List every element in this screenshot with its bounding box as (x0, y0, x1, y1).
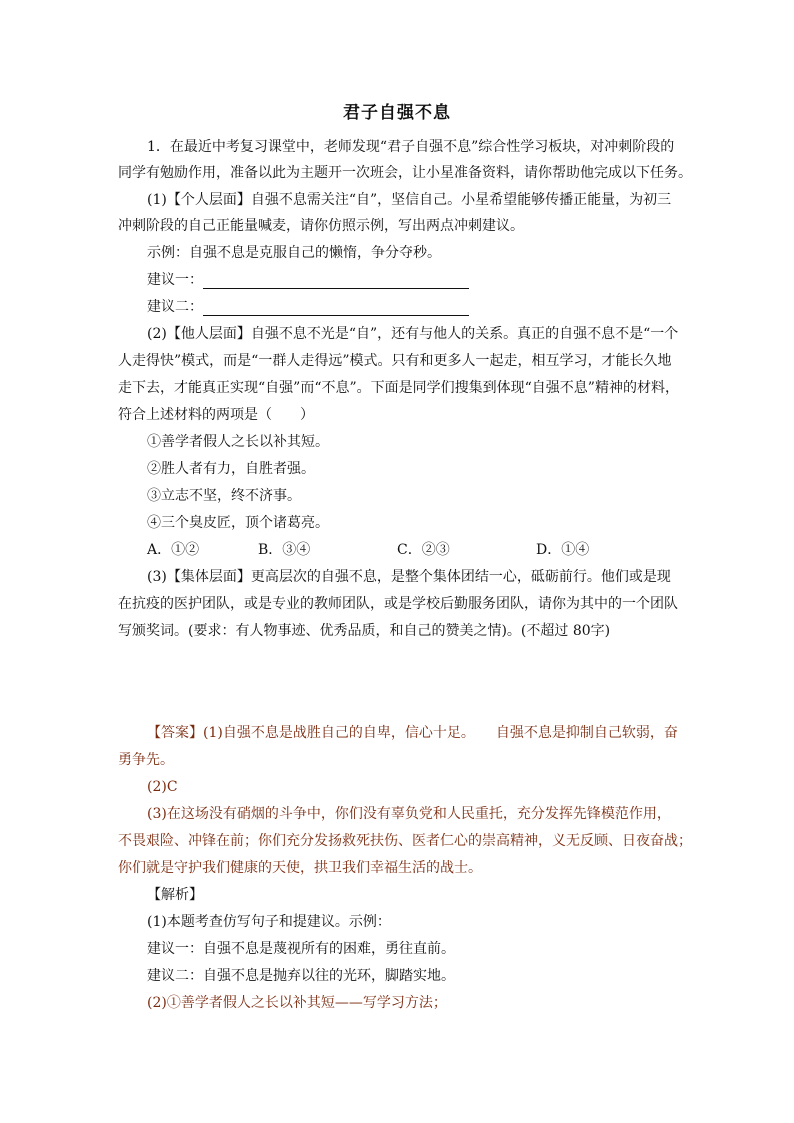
suggestion-1-blank[interactable] (203, 288, 469, 289)
answer-part-3-line-3: 你们就是守护我们健康的天使，拱卫我们幸福生活的战士。 (118, 860, 482, 876)
part2-line-1: (2)【他人层面】自强不息不光是“自”，还有与他人的关系。真正的自强不息不是“一个 (147, 326, 679, 342)
suggestion-2-label: 建议二： (147, 299, 203, 315)
analysis-heading: 【解析】 (147, 887, 203, 903)
answer-line-2: 勇争先。 (118, 752, 174, 768)
question-intro-line-1: 1．在最近中考复习课堂中，老师发现“君子自强不息”综合性学习板块，对冲刺阶段的 (147, 139, 675, 155)
material-item: ①善学者假人之长以补其短。 (147, 434, 329, 450)
suggestion-2-blank[interactable] (203, 315, 469, 316)
option-c: C．②③ (397, 542, 450, 558)
example-line: 示例：自强不息是克服自己的懒惰，争分夺秒。 (147, 245, 441, 261)
option-a: A．①② (147, 542, 200, 558)
part3-line-3: 写颁奖词。(要求：有人物事迹、优秀品质，和自己的赞美之情)。(不超过 80字) (118, 623, 611, 639)
part2-line-3: 走下去，才能真正实现“自强”而“不息”。下面是同学们搜集到体现“自强不息”精神的材料， (118, 380, 679, 396)
part1-line-1: (1)【个人层面】自强不息需关注“自”，坚信自己。小星希望能够传播正能量，为初三 (147, 192, 672, 208)
part1-line-2: 冲刺阶段的自己正能量喊麦，请你仿照示例，写出两点冲刺建议。 (118, 218, 524, 234)
option-b: B．③④ (258, 542, 311, 558)
part2-line-2: 人走得快”模式，而是“一群人走得远”模式。只有和更多人一起走，相互学习，才能长久地 (118, 353, 672, 369)
material-item: ②胜人者有力，自胜者强。 (147, 461, 315, 477)
part2-line-4: 符合上述材料的两项是（ ） (118, 407, 314, 423)
question-intro-line-2: 同学有勉励作用，准备以此为主题开一次班会，让小星准备资料，请你帮助他完成以下任务。 (118, 165, 692, 181)
option-d: D．①④ (536, 542, 590, 558)
part3-line-2: 在抗疫的医护团队，或是专业的教师团队，或是学校后勤服务团队，请你为其中的一个团队 (118, 596, 678, 612)
material-item: ④三个臭皮匠，顶个诸葛亮。 (147, 515, 329, 531)
answer-part-3-line-2: 不畏艰险、冲锋在前；你们充分发扬救死扶伤、医者仁心的崇高精神，义无反顾、日夜奋战； (118, 833, 692, 849)
answer-part-3-line-1: (3)在这场没有硝烟的斗争中，你们没有辜负党和人民重托，充分发挥先锋模范作用， (147, 806, 671, 822)
suggestion-1-label: 建议一： (147, 272, 203, 288)
page-title: 君子自强不息 (343, 103, 451, 123)
part3-line-1: (3)【集体层面】更高层次的自强不息，是整个集体团结一心，砥砺前行。他们或是现 (147, 569, 671, 585)
analysis-line: 建议一：自强不息是蔑视所有的困难，勇往直前。 (147, 941, 455, 957)
answer-line-1: 【答案】(1)自强不息是战胜自己的自卑，信心十足。 自强不息是抑制自己软弱，奋 (147, 725, 678, 741)
material-item: ③立志不坚，终不济事。 (147, 488, 301, 504)
analysis-line: (1)本题考查仿写句子和提建议。示例： (147, 914, 391, 930)
analysis-line: 建议二：自强不息是抛弃以往的光环，脚踏实地。 (147, 968, 455, 984)
answer-part-2: (2)C (147, 779, 178, 795)
analysis-line: (2)①善学者假人之长以补其短——写学习方法； (147, 995, 447, 1011)
